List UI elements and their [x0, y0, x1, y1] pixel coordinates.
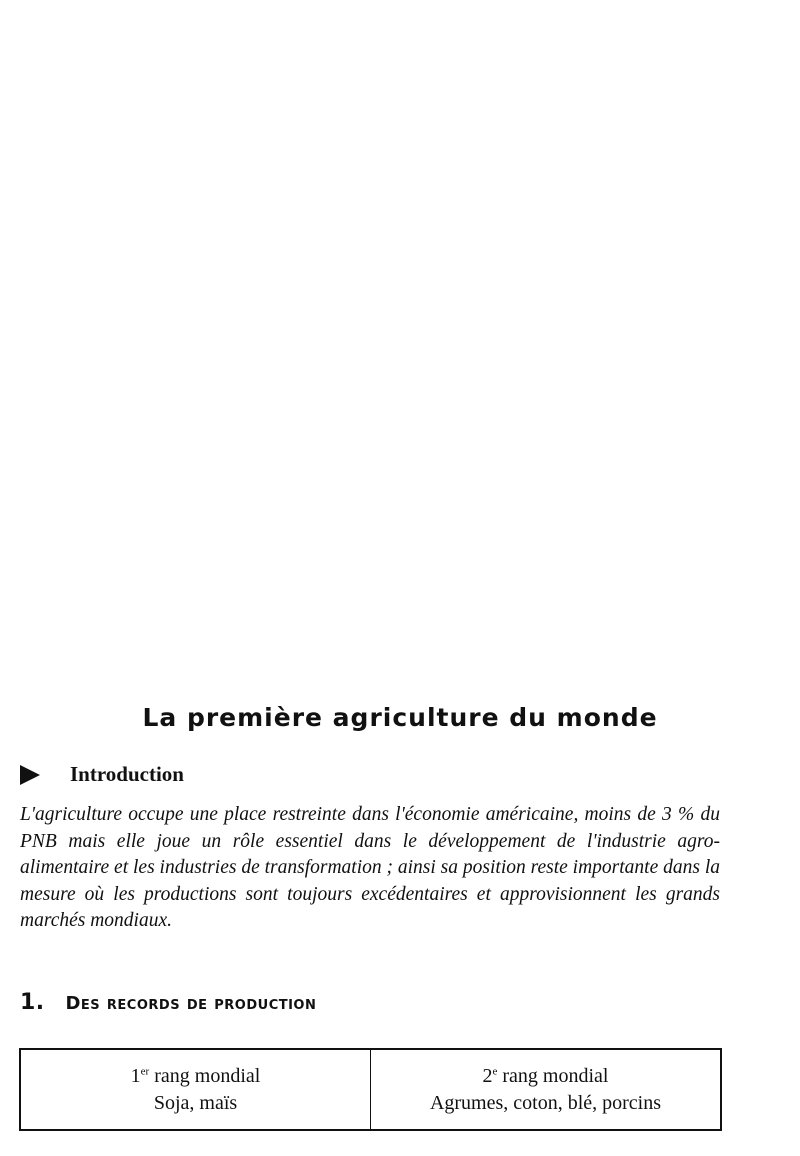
intro-heading-label: Introduction — [70, 762, 184, 786]
page-title: La première agriculture du monde — [142, 703, 658, 732]
ranking-cell-second — [370, 1050, 720, 1129]
rank-number: 1 — [130, 1064, 141, 1087]
rank-products: Soja, maïs — [153, 1091, 238, 1114]
ranking-table — [19, 1048, 722, 1131]
rank-suffix: e — [492, 1064, 498, 1077]
rank-suffix: er — [140, 1064, 150, 1077]
rank-label: rang mondial — [154, 1064, 261, 1087]
intro-heading — [20, 762, 184, 787]
rank-line — [131, 1063, 261, 1090]
section-number: 1. — [20, 990, 45, 1015]
rank-label: rang mondial — [502, 1064, 609, 1087]
ranking-cell-first — [21, 1050, 370, 1129]
rank-line — [483, 1063, 609, 1090]
rank-products: Agrumes, coton, blé, porcins — [429, 1091, 662, 1114]
section-heading — [20, 990, 316, 1015]
section-heading-label: Des records de production — [65, 993, 317, 1014]
rank-number: 2 — [482, 1064, 493, 1087]
intro-paragraph: L'agriculture occupe une place restreinte dans l'économie américaine, moins de 3 % du PNB mais elle joue un rôle essentiel dans le développement de l'industrie agro-alimentaire et les industries de transformation ; ainsi sa position reste importante dans la mesure où les productions sont toujours excédentaires et approvisionnent les grands marchés mondiaux. — [20, 804, 721, 931]
triangle-arrow-icon — [20, 765, 40, 785]
